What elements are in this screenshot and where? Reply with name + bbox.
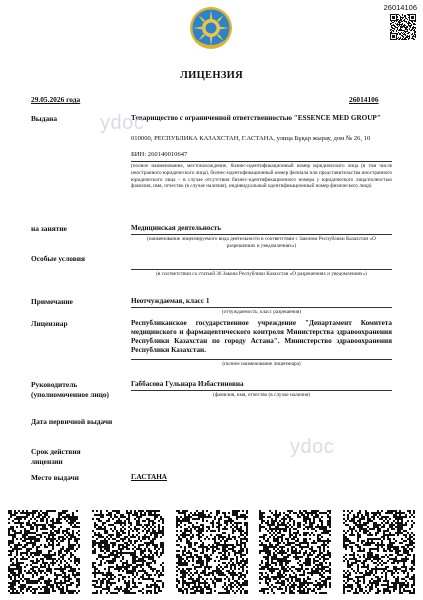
issued-to-note: (полное наименование, местонахождение, бизнес-идентификационный номер юридического лица (в том числе иностранного юридического лица), бизнес-идентификационный номер филиала или представительства иностранного юридического лица – в случае отсутствия бизнес-идентификационного номера у юридического лица/полностью фамилия, имя, отчество (в случае наличия), индивидуальный идентификационный номер физического лица) [131,163,392,190]
first-issue-label: Дата первичной выдачи [31,417,113,426]
issued-to-label: Выдана [31,114,58,123]
security-pattern-block [8,510,80,594]
special-conditions-note: (в соответствии со статьей 36 Закона Республики Казахстан «О разрешениях и уведомлениях») [156,271,367,277]
issued-to-org-name: Товарищество с ограниченной ответственностью "ESSENCE MED GROUP" [131,114,381,122]
issued-to-address: 010000, РЕСПУБЛИКА КАЗАХСТАН, Г.АСТАНА, улица Бұқар жырау, дом № 26, 10 [131,135,371,142]
remark-value: Неотчуждаемая, класс 1 [131,297,210,305]
watermark-bottom: ydoc [290,436,335,458]
divider [131,269,392,270]
place-label: Место выдачи [31,473,79,482]
document-number-top: 26014106 [383,3,417,12]
licensor-value: Республиканское государственное учреждение "Департамент Комитета медицинского и фармацевтического контроля Министерства здравоохранения Республики Казахстан по городу Астана". Министерство здравоохранения Республики Казахстан. [131,319,392,354]
license-date: 29.05.2026 года [31,95,81,104]
place-value: Г.АСТАНА [131,473,167,481]
licensor-label: Лицензиар [31,319,68,328]
state-emblem-icon [189,6,233,50]
security-pattern [8,510,415,594]
divider [131,234,392,235]
activity-note: (наименование лицензируемого вида деятельности в соответствии с Законом Республики Казахстан «О разрешениях и уведомлениях») [147,236,376,249]
page-title: ЛИЦЕНЗИЯ [179,70,244,81]
head-value: Габбасова Гульнара Избастиновна [131,380,244,388]
remark-label: Примечание [31,297,73,306]
license-number: 26014106 [349,95,379,104]
divider [131,161,392,162]
head-label: Руководитель [31,380,78,389]
security-pattern-block [176,510,248,594]
activity-label: на занятие [31,224,67,233]
activity-value: Медицинская деятельность [131,224,222,232]
licensor-note: (полное наименование лицензиара) [222,361,301,367]
divider [131,390,392,391]
watermark-top: ydoc [100,112,145,134]
special-conditions-label: Особые условия [31,254,85,263]
issued-to-bin: БИН: 260140010647 [131,151,188,158]
validity-label: Срок действия [31,447,81,456]
divider [131,359,392,360]
qr-code [390,14,416,40]
divider [131,307,392,308]
remark-note: (отчуждаемость, класс разрешения) [221,309,302,315]
head-note: (фамилия, имя, отчество (в случае наличия) [213,392,310,398]
validity-label-line2: лицензии [31,457,63,466]
security-pattern-block [92,510,164,594]
head-label-authorized: (уполномоченное лицо) [31,390,110,399]
security-pattern-block [259,510,331,594]
security-pattern-block [343,510,415,594]
